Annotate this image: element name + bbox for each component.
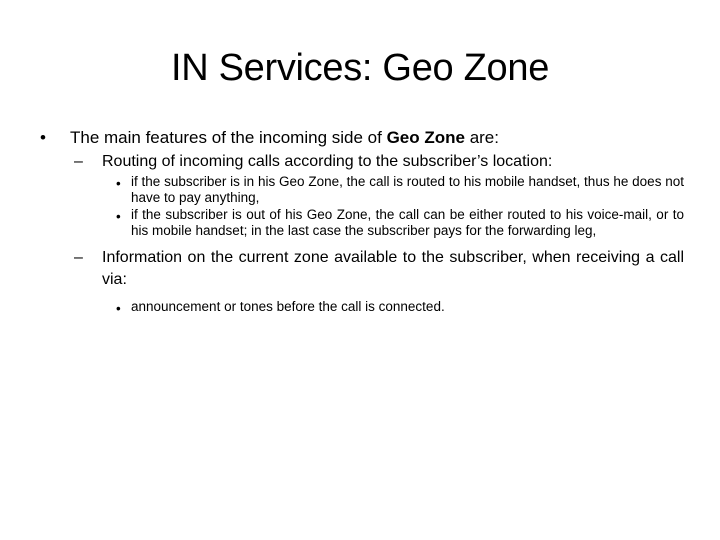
bullet-text-after: are: xyxy=(464,128,499,147)
subbullet-item-zone-information xyxy=(36,247,684,291)
slide-title: IN Services: Geo Zone xyxy=(170,47,550,89)
dash-marker: – xyxy=(74,153,83,170)
subbullet-item-routing xyxy=(36,151,684,173)
bullet-marker: • xyxy=(116,301,121,316)
subsubbullet-item-in-zone xyxy=(36,174,684,206)
bullet-marker: • xyxy=(40,128,46,147)
subsubbullet-text: if the subscriber is out of his Geo Zone, the call can be either routed to his voice-mail, or to his mobile handset; in the last case the subscriber pays for the forwarding leg, xyxy=(131,207,684,238)
bullet-text-before: The main features of the incoming side of xyxy=(70,128,387,147)
bullet-marker: • xyxy=(116,209,121,224)
subsubbullet-text: if the subscriber is in his Geo Zone, the call is routed to his mobile handset, thus he does not have to pay anything, xyxy=(131,174,684,205)
subbullet-text: Routing of incoming calls according to the subscriber’s location: xyxy=(102,153,553,170)
bullet-marker: • xyxy=(116,176,121,191)
bullet-item-main-features xyxy=(36,125,684,150)
subsubbullet-text: announcement or tones before the call is connected. xyxy=(131,299,445,314)
subsubbullet-item-announcement xyxy=(36,299,684,315)
subbullet-text: Information on the current zone available to the subscriber, when receiving a call via: xyxy=(102,249,684,288)
subsubbullet-item-out-of-zone xyxy=(36,207,684,239)
dash-marker: – xyxy=(74,249,83,266)
slide-content xyxy=(36,125,684,315)
bullet-text-bold: Geo Zone xyxy=(386,128,465,147)
